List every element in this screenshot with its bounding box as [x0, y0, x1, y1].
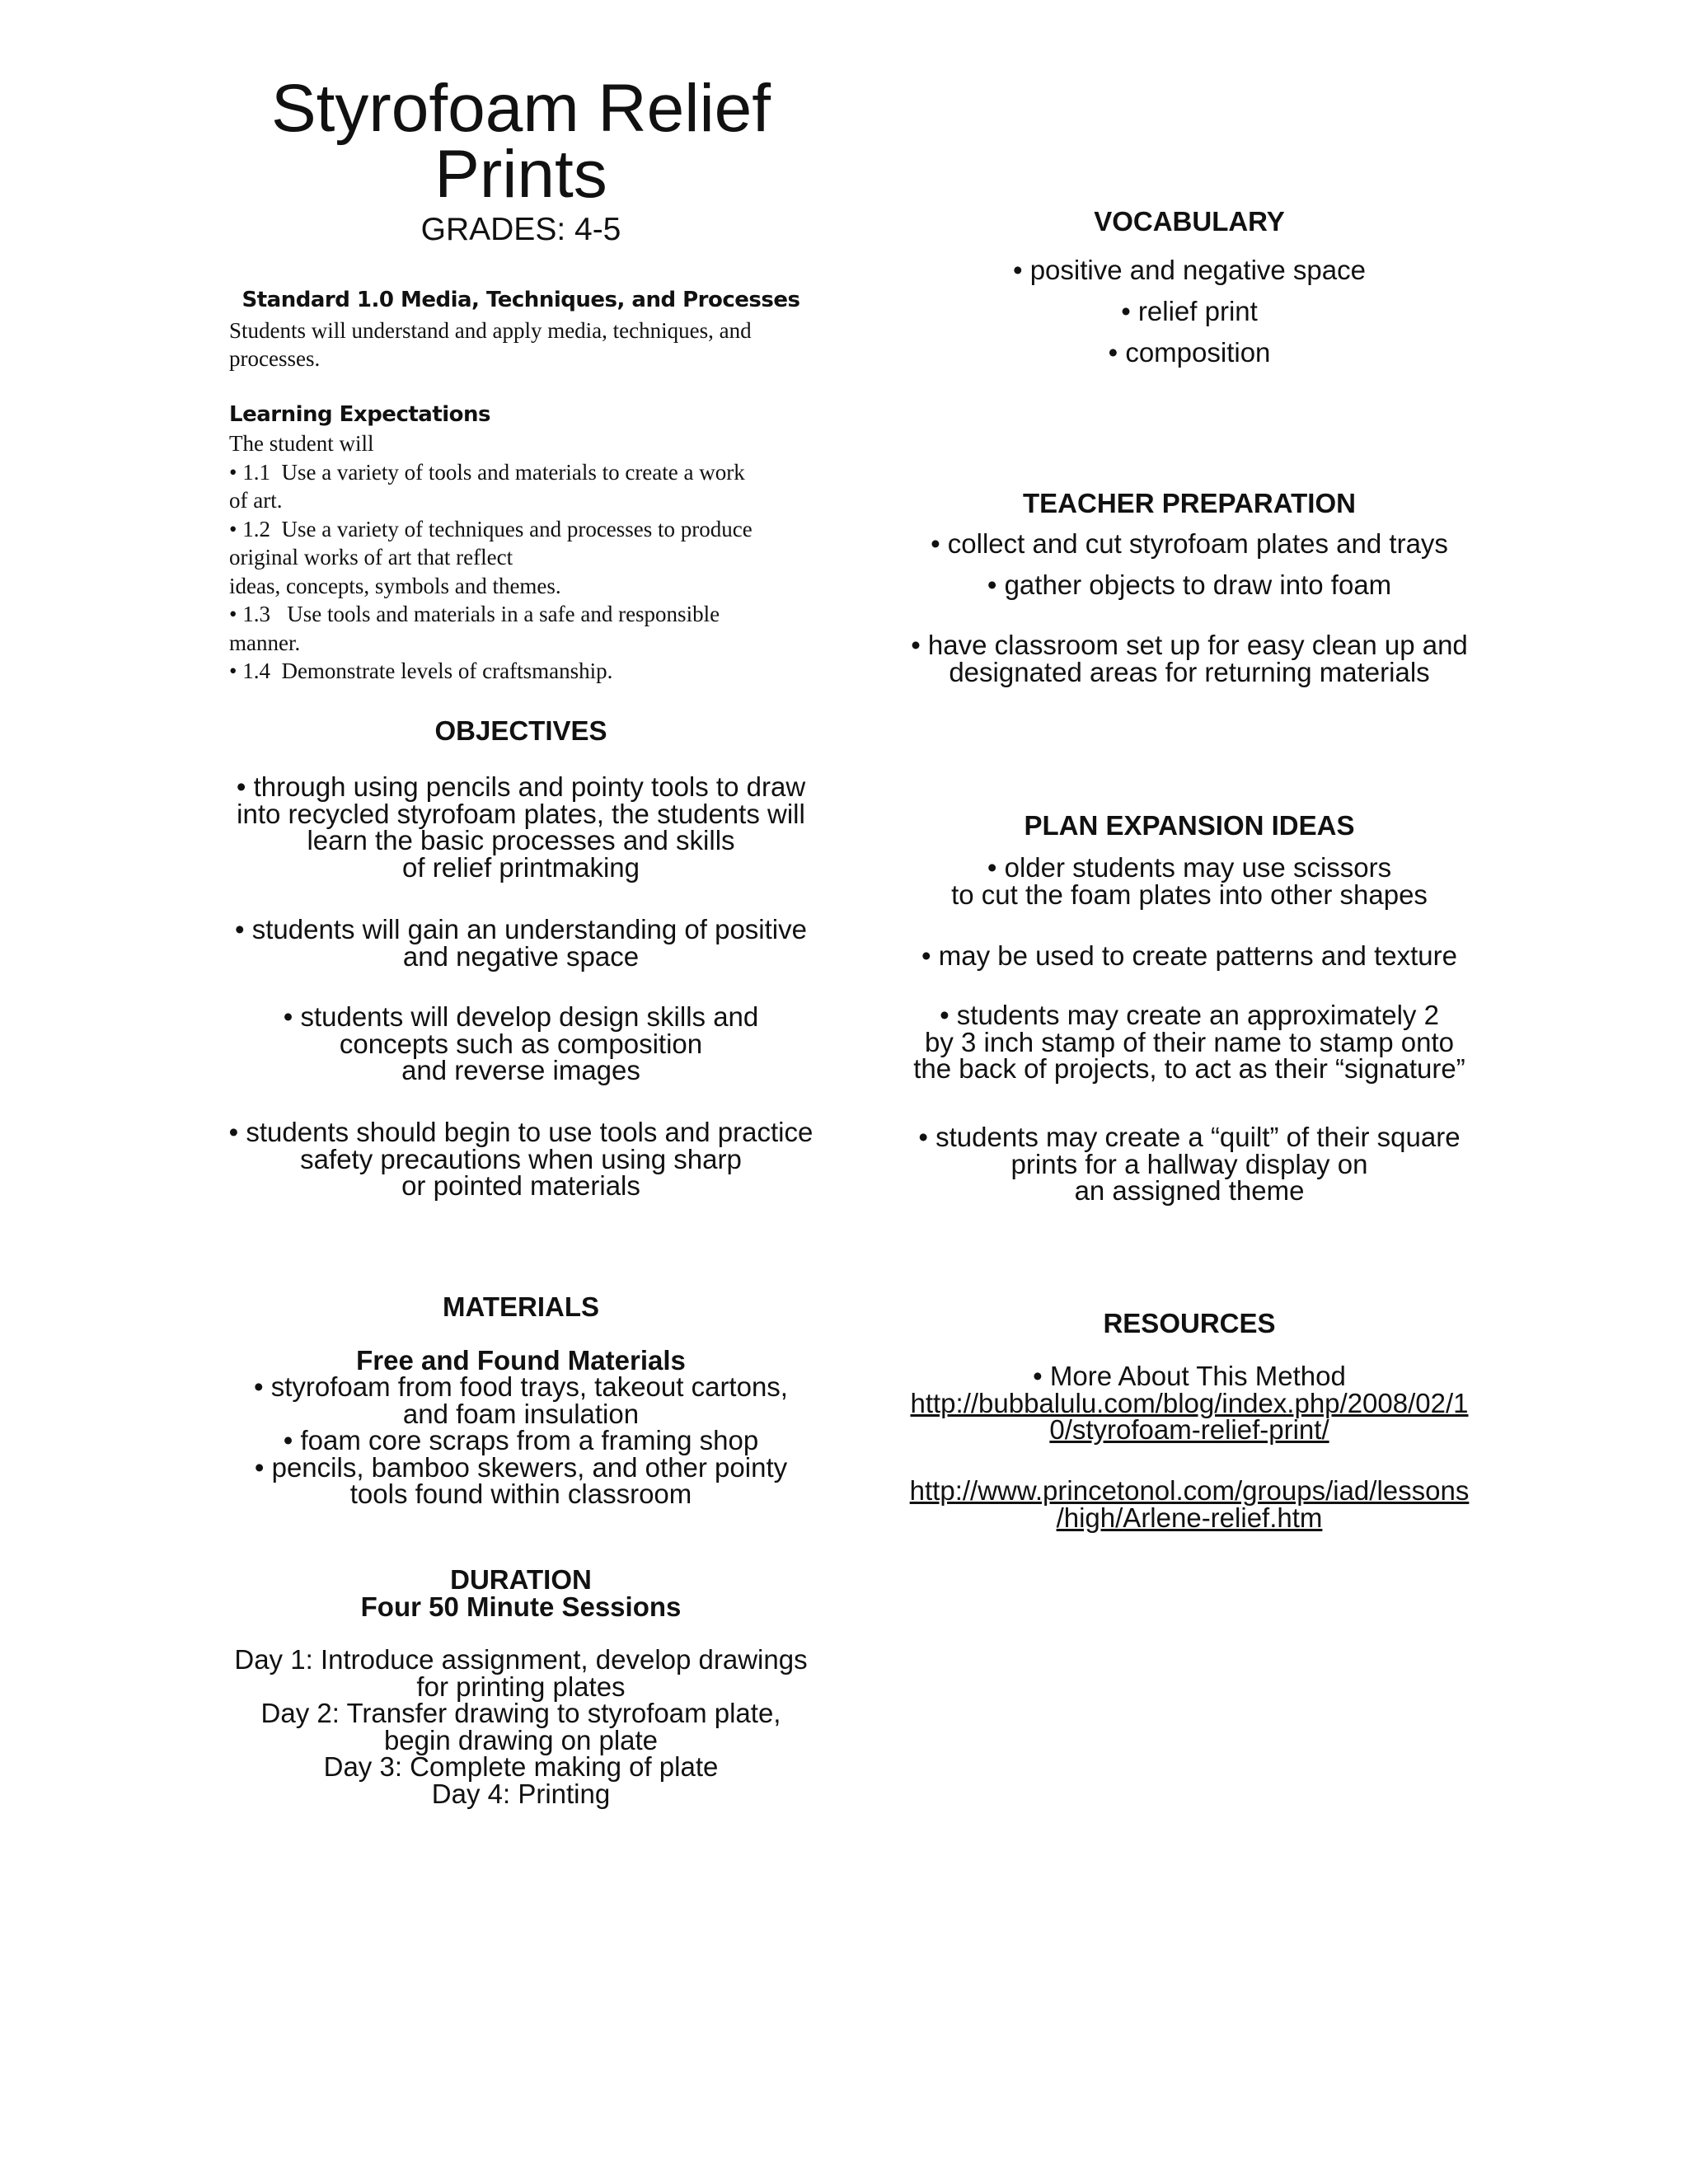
objective-line: learn the basic processes and skills: [307, 825, 735, 855]
expansion-line: • students may create a “quilt” of their square: [918, 1122, 1461, 1152]
standard-heading: Standard 1.0 Media, Techniques, and Processes: [241, 288, 800, 312]
teacher-preparation-heading: TEACHER PREPARATION: [1023, 488, 1356, 518]
expectation-line: The student will: [229, 431, 374, 456]
resource-link[interactable]: 0/styrofoam-relief-print/: [1049, 1414, 1329, 1445]
expansion-line: • students may create an approximately 2: [940, 1000, 1439, 1030]
expansion-item: [905, 852, 1474, 910]
vocabulary-heading: VOCABULARY: [1094, 206, 1285, 237]
material-line: and foam insulation: [402, 1398, 640, 1429]
materials-list: [227, 1371, 814, 1509]
expectation-line: ideas, concepts, symbols and themes.: [229, 573, 561, 598]
expectation-line: • 1.2 Use a variety of techniques and processes to produce: [229, 516, 753, 541]
duration-heading: DURATION: [450, 1564, 592, 1595]
objective-line: into recycled styrofoam plates, the students will: [237, 798, 805, 829]
resources-heading: RESOURCES: [1103, 1308, 1276, 1338]
material-line: • pencils, bamboo skewers, and other pointy: [254, 1451, 788, 1483]
preparation-line: • have classroom set up for easy clean up and: [911, 630, 1468, 660]
grades-label: GRADES: 4-5: [420, 212, 621, 247]
duration-schedule: [227, 1644, 814, 1809]
expectation-line: • 1.4 Demonstrate levels of craftsmanship.: [229, 658, 613, 683]
standard-line: Students will understand and apply media, techniques, and: [229, 318, 752, 343]
material-line: • styrofoam from food trays, takeout cartons,: [254, 1371, 788, 1402]
objective-line: or pointed materials: [401, 1170, 640, 1201]
schedule-line: Day 4: Printing: [431, 1778, 611, 1809]
schedule-line: Day 3: Complete making of plate: [323, 1751, 719, 1782]
expectation-line: • 1.1 Use a variety of tools and materials to create a work: [229, 459, 745, 485]
duration-subheading: Four 50 Minute Sessions: [360, 1591, 682, 1622]
schedule-line: begin drawing on plate: [383, 1724, 659, 1755]
vocabulary-item: • positive and negative space: [1012, 255, 1366, 285]
objective-line: safety precautions when using sharp: [300, 1143, 742, 1174]
resource-link[interactable]: /high/Arlene-relief.htm: [1056, 1502, 1323, 1533]
preparation-item: [905, 569, 1474, 600]
standard-body: [229, 316, 816, 373]
preparation-line: • collect and cut styrofoam plates and trays: [931, 528, 1448, 559]
plan-expansion-heading: PLAN EXPANSION IDEAS: [1024, 810, 1355, 841]
resource-link[interactable]: http://bubbalulu.com/blog/index.php/2008/02/1: [910, 1387, 1469, 1418]
vocabulary-list: [905, 250, 1474, 373]
materials-subheading: Free and Found Materials: [356, 1345, 686, 1376]
objective-line: of relief printmaking: [402, 851, 640, 883]
objective-line: • students will develop design skills and: [283, 1001, 759, 1032]
expansion-line: • older students may use scissors: [987, 852, 1392, 883]
resource-link[interactable]: http://www.princetonol.com/groups/iad/lessons: [909, 1475, 1470, 1506]
schedule-line: Day 1: Introduce assignment, develop drawings: [234, 1644, 808, 1675]
expansion-item: [905, 1002, 1474, 1083]
preparation-item: [905, 528, 1474, 559]
preparation-line: • gather objects to draw into foam: [987, 569, 1392, 600]
expectation-line: manner.: [229, 630, 301, 655]
objectives-heading: OBJECTIVES: [434, 715, 607, 746]
title-line: Styrofoam Relief: [270, 71, 771, 146]
resource-label: • More About This Method: [1033, 1361, 1346, 1391]
expansion-line: by 3 inch stamp of their name to stamp onto: [924, 1026, 1454, 1057]
expansion-line: the back of projects, to act as their “signature”: [913, 1053, 1465, 1084]
lesson-title: [227, 71, 814, 212]
material-line: • foam core scraps from a framing shop: [283, 1425, 759, 1455]
expectation-line: original works of art that reflect: [229, 545, 513, 569]
objective-line: • students should begin to use tools and practice: [228, 1117, 814, 1147]
objective-item: [227, 916, 814, 970]
learning-expectations-body: [229, 429, 816, 686]
preparation-line: designated areas for returning materials: [949, 656, 1430, 687]
expectation-line: of art.: [229, 488, 283, 513]
objective-item: [227, 771, 814, 883]
preparation-item: [905, 632, 1474, 686]
expansion-line: to cut the foam plates into other shapes: [951, 879, 1428, 910]
objective-item: [227, 1001, 814, 1085]
objective-line: • through using pencils and pointy tools to draw: [236, 771, 806, 802]
expansion-line: • may be used to create patterns and texture: [921, 940, 1457, 971]
standard-line: processes.: [229, 346, 321, 371]
objective-item: [227, 1119, 814, 1200]
learning-expectations-heading: Learning Expectations: [229, 402, 491, 427]
expansion-item: [905, 940, 1474, 971]
title-line: Prints: [434, 137, 607, 212]
schedule-line: Day 2: Transfer drawing to styrofoam plate,: [260, 1698, 781, 1728]
resources-list: [905, 1363, 1474, 1444]
expansion-line: an assigned theme: [1074, 1175, 1305, 1206]
resources-list: [905, 1475, 1474, 1533]
vocabulary-item: • relief print: [1121, 296, 1258, 326]
material-line: tools found within classroom: [349, 1479, 692, 1509]
objective-line: • students will gain an understanding of positive: [235, 914, 807, 944]
materials-heading: MATERIALS: [442, 1291, 600, 1322]
schedule-line: for printing plates: [416, 1671, 626, 1702]
objective-line: and reverse images: [401, 1055, 640, 1085]
expectation-line: • 1.3 Use tools and materials in a safe and responsible: [229, 602, 720, 626]
expansion-item: [905, 1124, 1474, 1205]
expansion-line: prints for a hallway display on: [1010, 1148, 1368, 1179]
vocabulary-item: • composition: [1108, 337, 1271, 368]
objective-line: and negative space: [402, 940, 640, 972]
objective-line: concepts such as composition: [339, 1028, 703, 1059]
